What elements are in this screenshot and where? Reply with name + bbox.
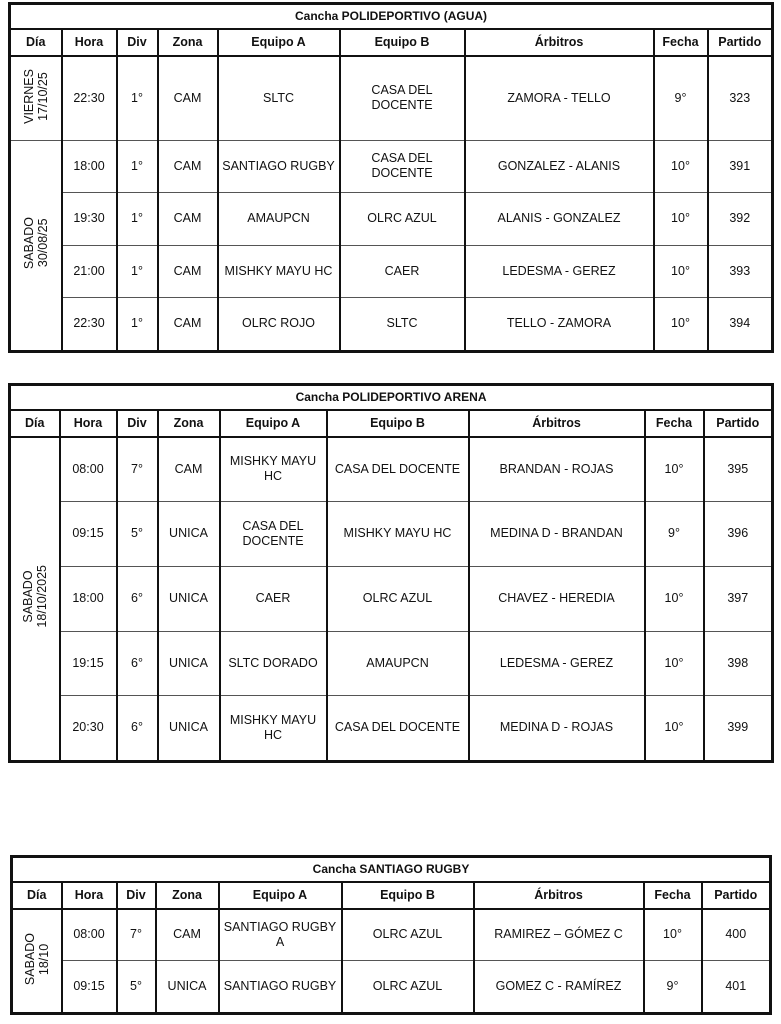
column-header-div: Div (117, 29, 158, 56)
zona-cell: CAM (158, 437, 220, 501)
div-cell: 6° (117, 566, 158, 631)
table-row (10, 501, 773, 566)
div-cell: 6° (117, 631, 158, 695)
column-header-equipo-b: Equipo B (342, 882, 474, 909)
div-cell: 1° (117, 245, 158, 297)
zona-cell: CAM (156, 909, 219, 960)
day-name: SABADO (22, 932, 37, 985)
table-row (10, 566, 773, 631)
hora-cell: 22:30 (62, 56, 117, 140)
table-row (10, 140, 773, 192)
hora-cell: 08:00 (60, 437, 117, 501)
day-cell (10, 140, 62, 351)
equipo-a-cell: SANTIAGO RUGBY (219, 960, 342, 1013)
equipo-b-cell: OLRC AZUL (342, 909, 474, 960)
fecha-cell: 10° (645, 566, 704, 631)
partido-cell: 391 (708, 140, 773, 192)
zona-cell: UNICA (158, 501, 220, 566)
equipo-a-cell: MISHKY MAYU HC (218, 245, 340, 297)
column-header-fecha: Fecha (644, 882, 702, 909)
zona-cell: CAM (158, 56, 218, 140)
table-row (10, 437, 773, 501)
equipo-b-cell: OLRC AZUL (342, 960, 474, 1013)
partido-cell: 400 (702, 909, 771, 960)
column-header-zona: Zona (158, 410, 220, 437)
fecha-cell: 10° (644, 909, 702, 960)
div-cell: 5° (117, 960, 156, 1013)
schedule-table-santiago-rugby (10, 855, 772, 1015)
partido-cell: 392 (708, 192, 773, 245)
column-header-hora: Hora (60, 410, 117, 437)
table-title: Cancha POLIDEPORTIVO (AGUA) (10, 4, 773, 30)
equipo-a-cell: SLTC DORADO (220, 631, 327, 695)
equipo-a-cell: CASA DEL DOCENTE (220, 501, 327, 566)
column-header-fecha: Fecha (645, 410, 704, 437)
column-header-partido: Partido (702, 882, 771, 909)
column-header-equipo-b: Equipo B (327, 410, 469, 437)
equipo-a-cell: OLRC ROJO (218, 297, 340, 351)
column-header-arbitros: Árbitros (474, 882, 644, 909)
schedule-table-polideportivo-arena (8, 383, 774, 763)
fecha-cell: 10° (654, 192, 708, 245)
table-row (10, 192, 773, 245)
partido-cell: 393 (708, 245, 773, 297)
partido-cell: 323 (708, 56, 773, 140)
partido-cell: 398 (704, 631, 773, 695)
partido-cell: 396 (704, 501, 773, 566)
equipo-b-cell: SLTC (340, 297, 465, 351)
day-name: SABADO (21, 216, 36, 270)
equipo-a-cell: CAER (220, 566, 327, 631)
fecha-cell: 10° (645, 631, 704, 695)
column-header-equipo-a: Equipo A (220, 410, 327, 437)
hora-cell: 18:00 (62, 140, 117, 192)
day-cell (10, 437, 60, 761)
column-header-dia: Día (12, 882, 62, 909)
partido-cell: 397 (704, 566, 773, 631)
column-header-partido: Partido (704, 410, 773, 437)
partido-cell: 401 (702, 960, 771, 1013)
arbitros-cell: GOMEZ C - RAMÍREZ (474, 960, 644, 1013)
schedule-table-polideportivo-agua (8, 2, 774, 353)
table-title: Cancha POLIDEPORTIVO ARENA (10, 385, 773, 411)
hora-cell: 09:15 (60, 501, 117, 566)
column-header-dia: Día (10, 29, 62, 56)
table-row (12, 960, 771, 1013)
hora-cell: 20:30 (60, 695, 117, 761)
arbitros-cell: MEDINA D - BRANDAN (469, 501, 645, 566)
table-row (12, 909, 771, 960)
arbitros-cell: GONZALEZ - ALANIS (465, 140, 654, 192)
zona-cell: CAM (158, 140, 218, 192)
fecha-cell: 9° (645, 501, 704, 566)
column-header-fecha: Fecha (654, 29, 708, 56)
div-cell: 1° (117, 140, 158, 192)
arbitros-cell: ZAMORA - TELLO (465, 56, 654, 140)
div-cell: 7° (117, 437, 158, 501)
div-cell: 1° (117, 192, 158, 245)
table-row (10, 245, 773, 297)
day-name: VIERNES (21, 68, 36, 124)
equipo-a-cell: SANTIAGO RUGBY (218, 140, 340, 192)
table-row (10, 56, 773, 140)
day-cell (12, 909, 62, 1013)
column-header-hora: Hora (62, 882, 117, 909)
zona-cell: CAM (158, 297, 218, 351)
fecha-cell: 10° (654, 297, 708, 351)
arbitros-cell: TELLO - ZAMORA (465, 297, 654, 351)
equipo-b-cell: CASA DEL DOCENTE (340, 140, 465, 192)
arbitros-cell: RAMIREZ – GÓMEZ C (474, 909, 644, 960)
fecha-cell: 9° (644, 960, 702, 1013)
equipo-b-cell: CASA DEL DOCENTE (327, 437, 469, 501)
zona-cell: UNICA (158, 631, 220, 695)
hora-cell: 08:00 (62, 909, 117, 960)
zona-cell: CAM (158, 245, 218, 297)
div-cell: 6° (117, 695, 158, 761)
fecha-cell: 10° (645, 437, 704, 501)
arbitros-cell: CHAVEZ - HEREDIA (469, 566, 645, 631)
div-cell: 5° (117, 501, 158, 566)
hora-cell: 09:15 (62, 960, 117, 1013)
hora-cell: 21:00 (62, 245, 117, 297)
day-date: 18/10/2025 (34, 565, 49, 629)
zona-cell: UNICA (158, 566, 220, 631)
equipo-b-cell: CASA DEL DOCENTE (327, 695, 469, 761)
zona-cell: CAM (158, 192, 218, 245)
partido-cell: 394 (708, 297, 773, 351)
equipo-b-cell: OLRC AZUL (340, 192, 465, 245)
column-header-arbitros: Árbitros (465, 29, 654, 56)
fecha-cell: 10° (645, 695, 704, 761)
day-date: 30/08/25 (35, 218, 50, 268)
hora-cell: 22:30 (62, 297, 117, 351)
hora-cell: 19:15 (60, 631, 117, 695)
zona-cell: UNICA (158, 695, 220, 761)
equipo-a-cell: MISHKY MAYU HC (220, 437, 327, 501)
arbitros-cell: MEDINA D - ROJAS (469, 695, 645, 761)
equipo-b-cell: AMAUPCN (327, 631, 469, 695)
equipo-b-cell: CASA DEL DOCENTE (340, 56, 465, 140)
fecha-cell: 9° (654, 56, 708, 140)
equipo-b-cell: MISHKY MAYU HC (327, 501, 469, 566)
column-header-div: Div (117, 882, 156, 909)
day-date: 17/10/25 (35, 71, 50, 121)
column-header-equipo-b: Equipo B (340, 29, 465, 56)
equipo-a-cell: AMAUPCN (218, 192, 340, 245)
table-row (10, 695, 773, 761)
column-header-arbitros: Árbitros (469, 410, 645, 437)
equipo-a-cell: SLTC (218, 56, 340, 140)
table-title: Cancha SANTIAGO RUGBY (12, 857, 771, 883)
hora-cell: 18:00 (60, 566, 117, 631)
hora-cell: 19:30 (62, 192, 117, 245)
column-header-hora: Hora (62, 29, 117, 56)
column-header-zona: Zona (158, 29, 218, 56)
table-row (10, 297, 773, 351)
zona-cell: UNICA (156, 960, 219, 1013)
div-cell: 1° (117, 297, 158, 351)
arbitros-cell: ALANIS - GONZALEZ (465, 192, 654, 245)
arbitros-cell: LEDESMA - GEREZ (469, 631, 645, 695)
day-cell (10, 56, 62, 140)
partido-cell: 399 (704, 695, 773, 761)
column-header-div: Div (117, 410, 158, 437)
equipo-b-cell: CAER (340, 245, 465, 297)
equipo-a-cell: SANTIAGO RUGBY A (219, 909, 342, 960)
div-cell: 1° (117, 56, 158, 140)
column-header-equipo-a: Equipo A (219, 882, 342, 909)
table-row (10, 631, 773, 695)
day-date: 18/10 (36, 943, 51, 975)
column-header-equipo-a: Equipo A (218, 29, 340, 56)
partido-cell: 395 (704, 437, 773, 501)
fecha-cell: 10° (654, 140, 708, 192)
equipo-a-cell: MISHKY MAYU HC (220, 695, 327, 761)
column-header-zona: Zona (156, 882, 219, 909)
day-name: SABADO (20, 570, 35, 623)
equipo-b-cell: OLRC AZUL (327, 566, 469, 631)
arbitros-cell: BRANDAN - ROJAS (469, 437, 645, 501)
column-header-partido: Partido (708, 29, 773, 56)
arbitros-cell: LEDESMA - GEREZ (465, 245, 654, 297)
fecha-cell: 10° (654, 245, 708, 297)
div-cell: 7° (117, 909, 156, 960)
column-header-dia: Día (10, 410, 60, 437)
